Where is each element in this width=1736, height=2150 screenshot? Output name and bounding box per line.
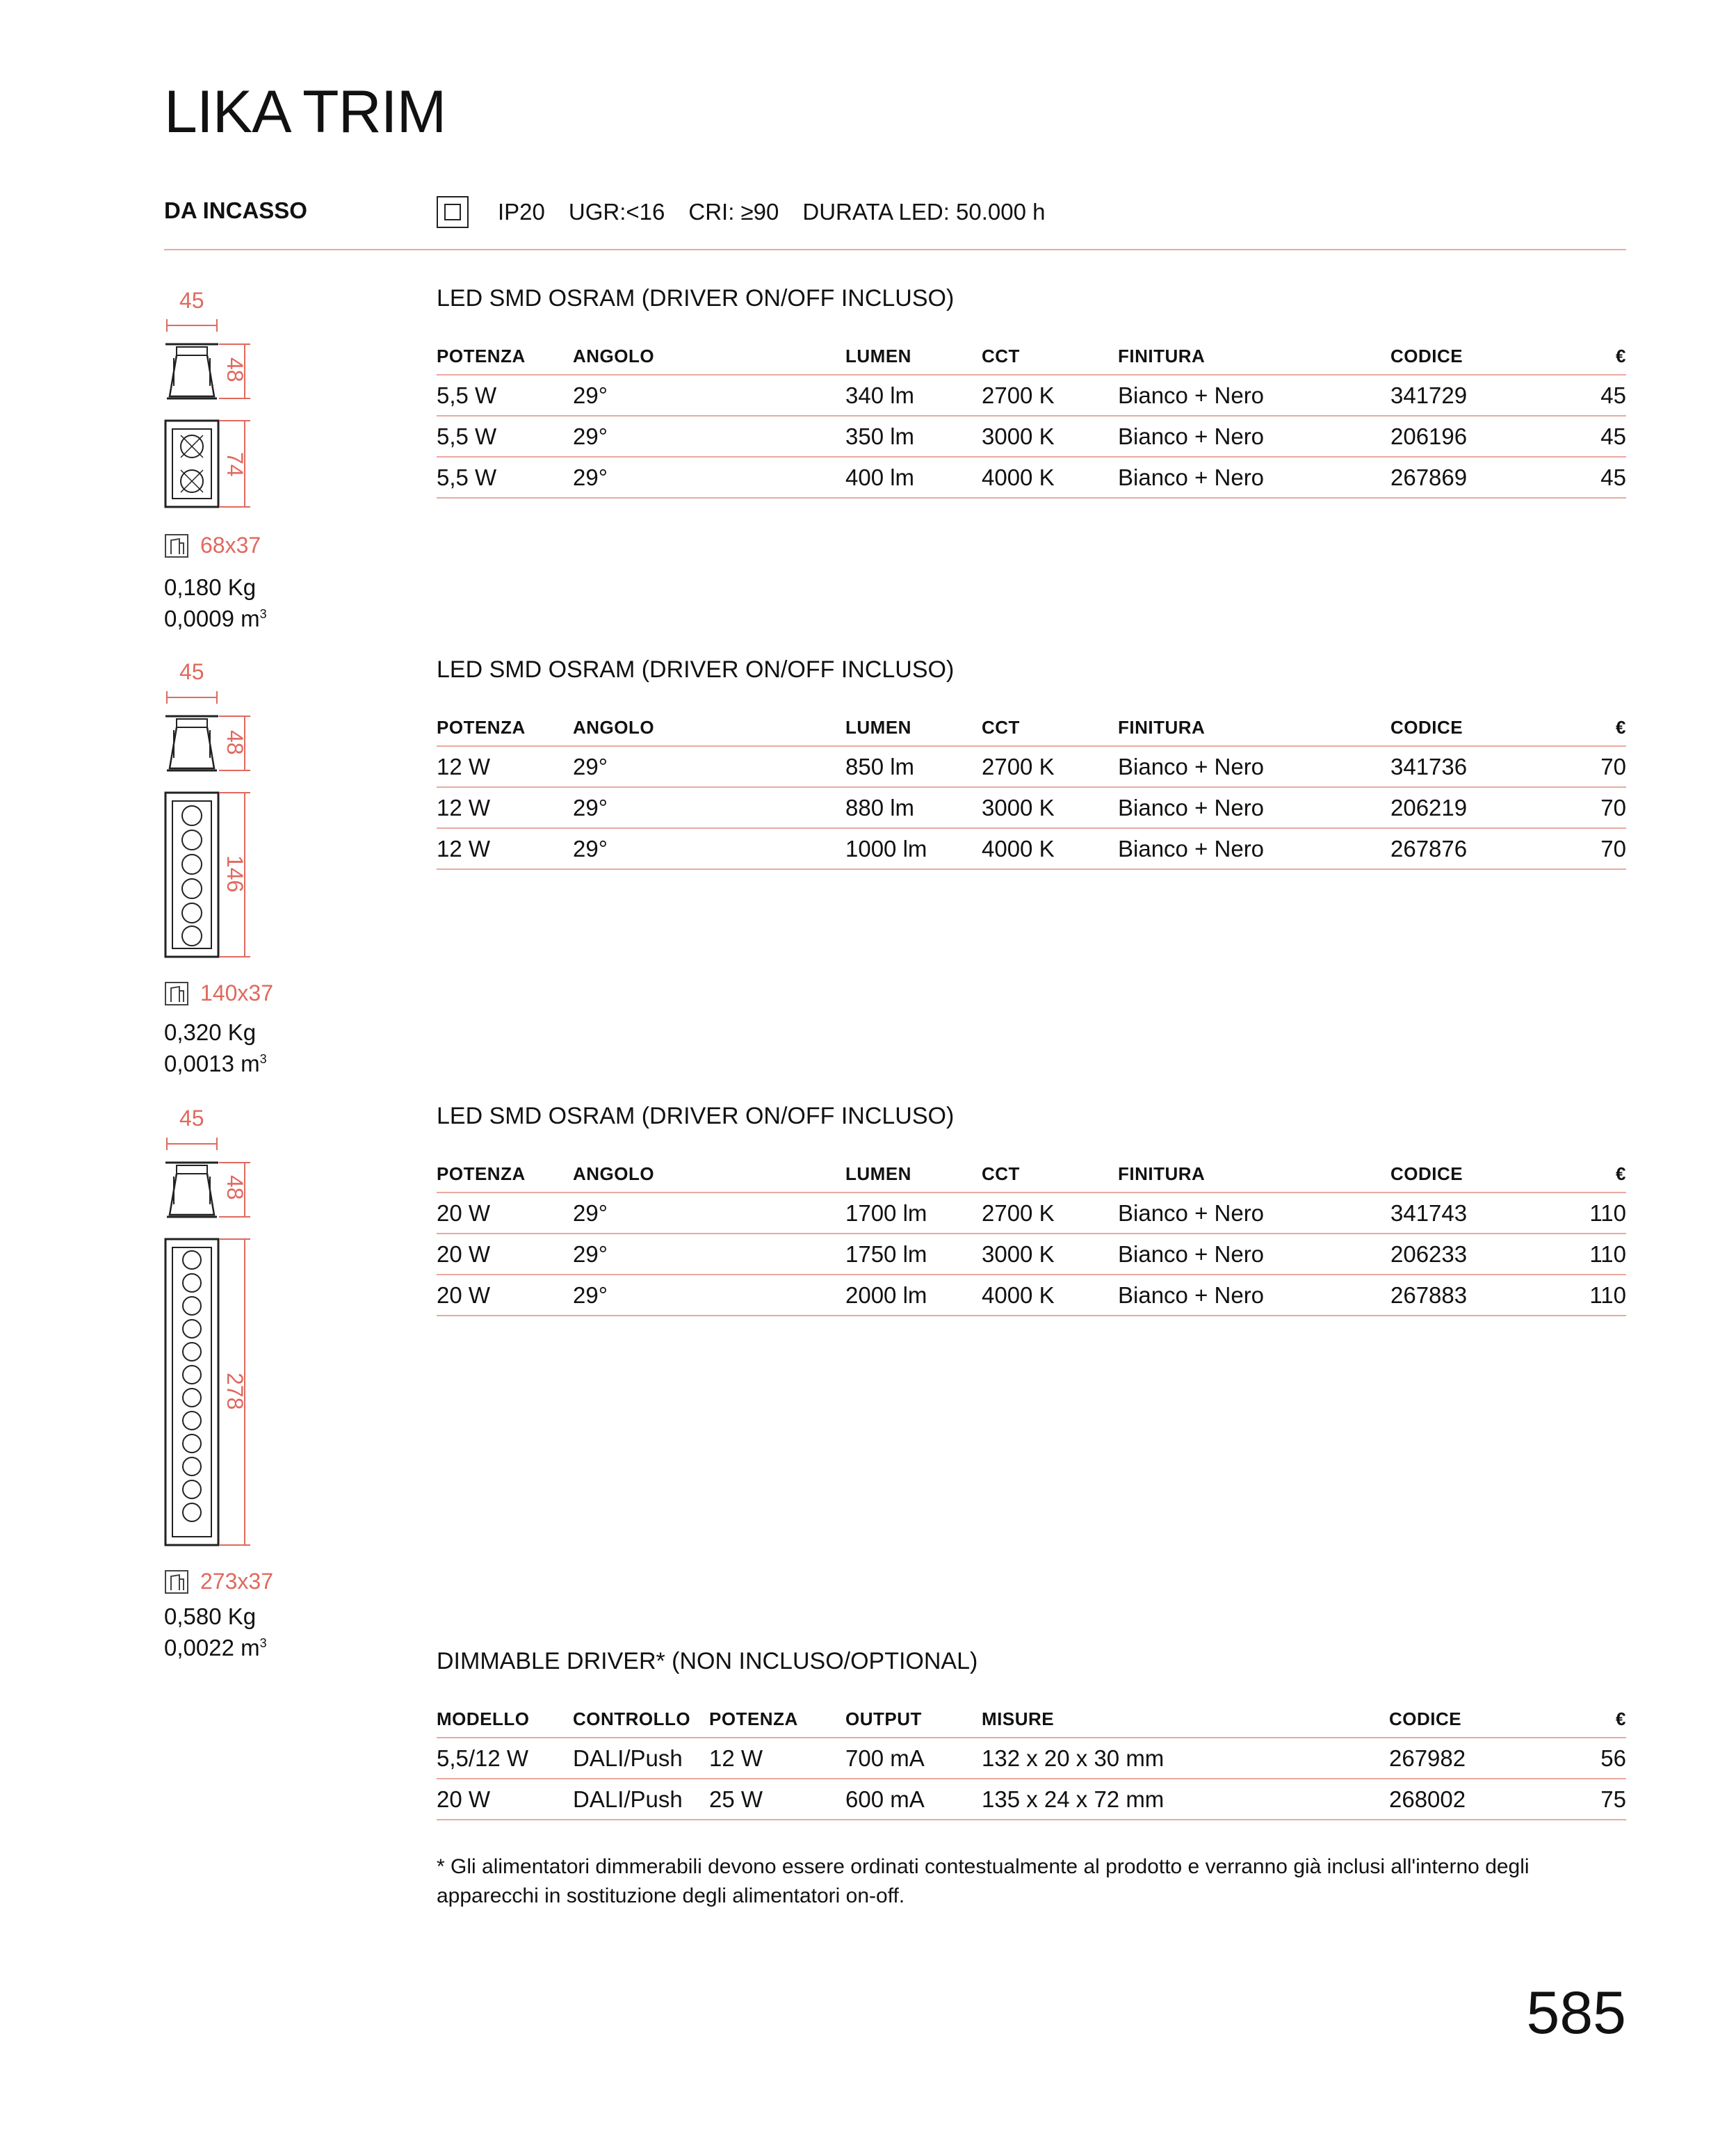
cell-size: 135 x 24 x 72 mm [982, 1786, 1165, 1812]
col-header: LUMEN [845, 1163, 911, 1184]
cell-lumen: 1000 lm [845, 835, 927, 862]
package-box-icon [164, 533, 189, 558]
cell-price: 45 [1600, 423, 1626, 449]
cell-cct: 2700 K [982, 1199, 1055, 1226]
cell-lumen: 1750 lm [845, 1240, 927, 1267]
table-row [437, 457, 1626, 498]
col-header: ANGOLO [573, 345, 655, 366]
page-number: 585 [1526, 1980, 1626, 2046]
dimension-height-label: 48 [222, 357, 248, 382]
cell-code: 267883 [1390, 1282, 1468, 1308]
packaging-size: 68x37 [200, 533, 261, 558]
volume-exponent: 3 [259, 1052, 267, 1066]
cell-code: 206219 [1390, 794, 1468, 821]
col-header: LUMEN [845, 716, 911, 738]
cell-code: 341743 [1390, 1199, 1468, 1226]
table-row [437, 787, 1626, 828]
col-header: CODICE [1390, 716, 1463, 738]
col-header: MISURE [982, 1708, 1055, 1729]
cell-price: 45 [1600, 464, 1626, 490]
cell-power: 5,5 W [437, 464, 497, 490]
cell-code: 268002 [1389, 1786, 1466, 1812]
cell-finish: Bianco + Nero [1118, 794, 1265, 821]
dimension-length-label: 146 [222, 855, 248, 893]
cell-lumen: 880 lm [845, 794, 915, 821]
spec-ugr: UGR:<16 [568, 199, 665, 225]
cell-power: 5,5 W [437, 423, 497, 449]
header-divider [164, 249, 1626, 250]
cell-finish: Bianco + Nero [1118, 423, 1265, 449]
packaging-size: 273x37 [200, 1569, 273, 1594]
package-box-icon [164, 1569, 189, 1594]
weight: 0,320 Kg [164, 1019, 257, 1045]
cell-price: 70 [1600, 794, 1626, 821]
table-row [437, 1779, 1626, 1820]
package-box-icon [164, 981, 189, 1006]
cell-cct: 4000 K [982, 835, 1055, 862]
col-header: € [1616, 716, 1626, 738]
cell-size: 132 x 20 x 30 mm [982, 1745, 1165, 1771]
cell-code: 206196 [1390, 423, 1468, 449]
cell-angle: 29° [573, 794, 608, 821]
dimension-length-label: 278 [222, 1373, 248, 1410]
cell-lumen: 1700 lm [845, 1199, 927, 1226]
volume [164, 1046, 267, 1077]
spec-line [437, 188, 1069, 236]
cell-price: 70 [1600, 835, 1626, 862]
section-title: LED SMD OSRAM (DRIVER ON/OFF INCLUSO) [437, 656, 955, 683]
volume [164, 601, 267, 632]
col-header: POTENZA [437, 1163, 526, 1184]
section-title: LED SMD OSRAM (DRIVER ON/OFF INCLUSO) [437, 1103, 955, 1129]
cell-price: 45 [1600, 382, 1626, 408]
cell-model: 20 W [437, 1786, 491, 1812]
cell-angle: 29° [573, 423, 608, 449]
cell-power: 25 W [709, 1786, 763, 1812]
cell-output: 600 mA [845, 1786, 925, 1812]
cell-angle: 29° [573, 1199, 608, 1226]
cell-price: 75 [1600, 1786, 1626, 1812]
col-header: ANGOLO [573, 1163, 655, 1184]
packaging-size: 140x37 [200, 980, 273, 1005]
cell-lumen: 400 lm [845, 464, 915, 490]
table-header-row [437, 709, 1626, 746]
table-row [437, 828, 1626, 869]
cell-angle: 29° [573, 382, 608, 408]
spec-led-life: DURATA LED: 50.000 h [802, 199, 1046, 225]
cell-code: 341729 [1390, 382, 1468, 408]
volume-exponent: 3 [259, 1636, 267, 1650]
volume-value: 0,0013 m [164, 1051, 260, 1076]
cell-finish: Bianco + Nero [1118, 753, 1265, 779]
cell-finish: Bianco + Nero [1118, 382, 1265, 408]
driver-section-title: DIMMABLE DRIVER* (NON INCLUSO/OPTIONAL) [437, 1648, 978, 1674]
product-table [437, 338, 1626, 499]
dimension-height-label: 48 [222, 1175, 248, 1200]
col-header: CCT [982, 716, 1020, 738]
cell-price: 56 [1600, 1745, 1626, 1771]
cell-power: 5,5 W [437, 382, 497, 408]
cell-cct: 2700 K [982, 382, 1055, 408]
spec-cri: CRI: ≥90 [688, 199, 779, 225]
volume-value: 0,0022 m [164, 1635, 260, 1660]
cell-cct: 4000 K [982, 464, 1055, 490]
cell-code: 206233 [1390, 1240, 1468, 1267]
table-row [437, 416, 1626, 457]
table-row [437, 1193, 1626, 1234]
cell-control: DALI/Push [573, 1745, 683, 1771]
col-header: LUMEN [845, 345, 911, 366]
cell-lumen: 2000 lm [845, 1282, 927, 1308]
table-header-row [437, 1701, 1626, 1738]
cell-price: 70 [1600, 753, 1626, 779]
weight: 0,180 Kg [164, 574, 257, 600]
col-header: CONTROLLO [573, 1708, 691, 1729]
cell-lumen: 340 lm [845, 382, 915, 408]
cell-code: 341736 [1390, 753, 1468, 779]
col-header: MODELLO [437, 1708, 530, 1729]
dimension-width-label: 45 [179, 288, 204, 313]
cell-power: 20 W [437, 1282, 491, 1308]
product-drawing [160, 688, 271, 967]
dimension-width-label: 45 [179, 1106, 204, 1131]
cell-finish: Bianco + Nero [1118, 464, 1265, 490]
dimension-height-label: 48 [222, 730, 248, 755]
col-header: OUTPUT [845, 1708, 922, 1729]
table-header-row [437, 338, 1626, 375]
table-row [437, 375, 1626, 416]
cell-price: 110 [1589, 1199, 1626, 1226]
table-row [437, 1275, 1626, 1316]
cell-cct: 2700 K [982, 753, 1055, 779]
cell-finish: Bianco + Nero [1118, 1240, 1265, 1267]
dimension-width-label: 45 [179, 659, 204, 684]
packaging-info [164, 980, 273, 1006]
cell-cct: 3000 K [982, 794, 1055, 821]
cell-power: 12 W [709, 1745, 763, 1771]
square-in-square-icon [437, 196, 469, 228]
cell-angle: 29° [573, 1282, 608, 1308]
cell-model: 5,5/12 W [437, 1745, 529, 1771]
table-row [437, 746, 1626, 787]
col-header: € [1616, 1708, 1626, 1729]
cell-cct: 3000 K [982, 423, 1055, 449]
cell-code: 267982 [1389, 1745, 1466, 1771]
cell-angle: 29° [573, 835, 608, 862]
cell-output: 700 mA [845, 1745, 925, 1771]
spec-ip: IP20 [498, 199, 545, 225]
product-drawing [160, 316, 271, 518]
col-header: € [1616, 1163, 1626, 1184]
cell-power: 12 W [437, 835, 491, 862]
cell-angle: 29° [573, 753, 608, 779]
cell-power: 20 W [437, 1199, 491, 1226]
col-header: FINITURA [1118, 716, 1206, 738]
cell-power: 12 W [437, 794, 491, 821]
col-header: € [1616, 345, 1626, 366]
cell-finish: Bianco + Nero [1118, 835, 1265, 862]
page-title: LIKA TRIM [164, 79, 446, 145]
volume-value: 0,0009 m [164, 606, 260, 631]
col-header: CODICE [1390, 345, 1463, 366]
col-header: ANGOLO [573, 716, 655, 738]
cell-lumen: 850 lm [845, 753, 915, 779]
cell-lumen: 350 lm [845, 423, 915, 449]
col-header: CCT [982, 1163, 1020, 1184]
cell-control: DALI/Push [573, 1786, 683, 1812]
table-row [437, 1738, 1626, 1779]
cell-angle: 29° [573, 1240, 608, 1267]
col-header: CODICE [1390, 1163, 1463, 1184]
cell-cct: 4000 K [982, 1282, 1055, 1308]
cell-finish: Bianco + Nero [1118, 1199, 1265, 1226]
volume [164, 1630, 267, 1661]
packaging-info [164, 1569, 273, 1594]
col-header: POTENZA [709, 1708, 798, 1729]
col-header: FINITURA [1118, 345, 1206, 366]
packaging-info [164, 533, 261, 558]
table-row [437, 1234, 1626, 1275]
col-header: POTENZA [437, 345, 526, 366]
dimension-length-label: 74 [222, 452, 248, 477]
category-label: DA INCASSO [164, 197, 307, 223]
col-header: POTENZA [437, 716, 526, 738]
section-title: LED SMD OSRAM (DRIVER ON/OFF INCLUSO) [437, 285, 955, 312]
cell-cct: 3000 K [982, 1240, 1055, 1267]
cell-price: 110 [1589, 1240, 1626, 1267]
col-header: FINITURA [1118, 1163, 1206, 1184]
col-header: CCT [982, 345, 1020, 366]
table-header-row [437, 1156, 1626, 1193]
cell-angle: 29° [573, 464, 608, 490]
weight: 0,580 Kg [164, 1603, 257, 1629]
cell-power: 20 W [437, 1240, 491, 1267]
footnote: * Gli alimentatori dimmerabili devono essere ordinati contestualmente al prodotto e verranno già inclusi all'interno degli apparecchi in sostituzione degli alimentatori on-off. [437, 1855, 1530, 1907]
col-header: CODICE [1389, 1708, 1462, 1729]
product-table [437, 709, 1626, 870]
cell-price: 110 [1589, 1282, 1626, 1308]
driver-table [437, 1701, 1626, 1820]
cell-code: 267876 [1390, 835, 1468, 862]
cell-power: 12 W [437, 753, 491, 779]
product-drawing [160, 1135, 271, 1552]
volume-exponent: 3 [259, 607, 267, 621]
cell-code: 267869 [1390, 464, 1468, 490]
cell-finish: Bianco + Nero [1118, 1282, 1265, 1308]
product-table [437, 1156, 1626, 1316]
